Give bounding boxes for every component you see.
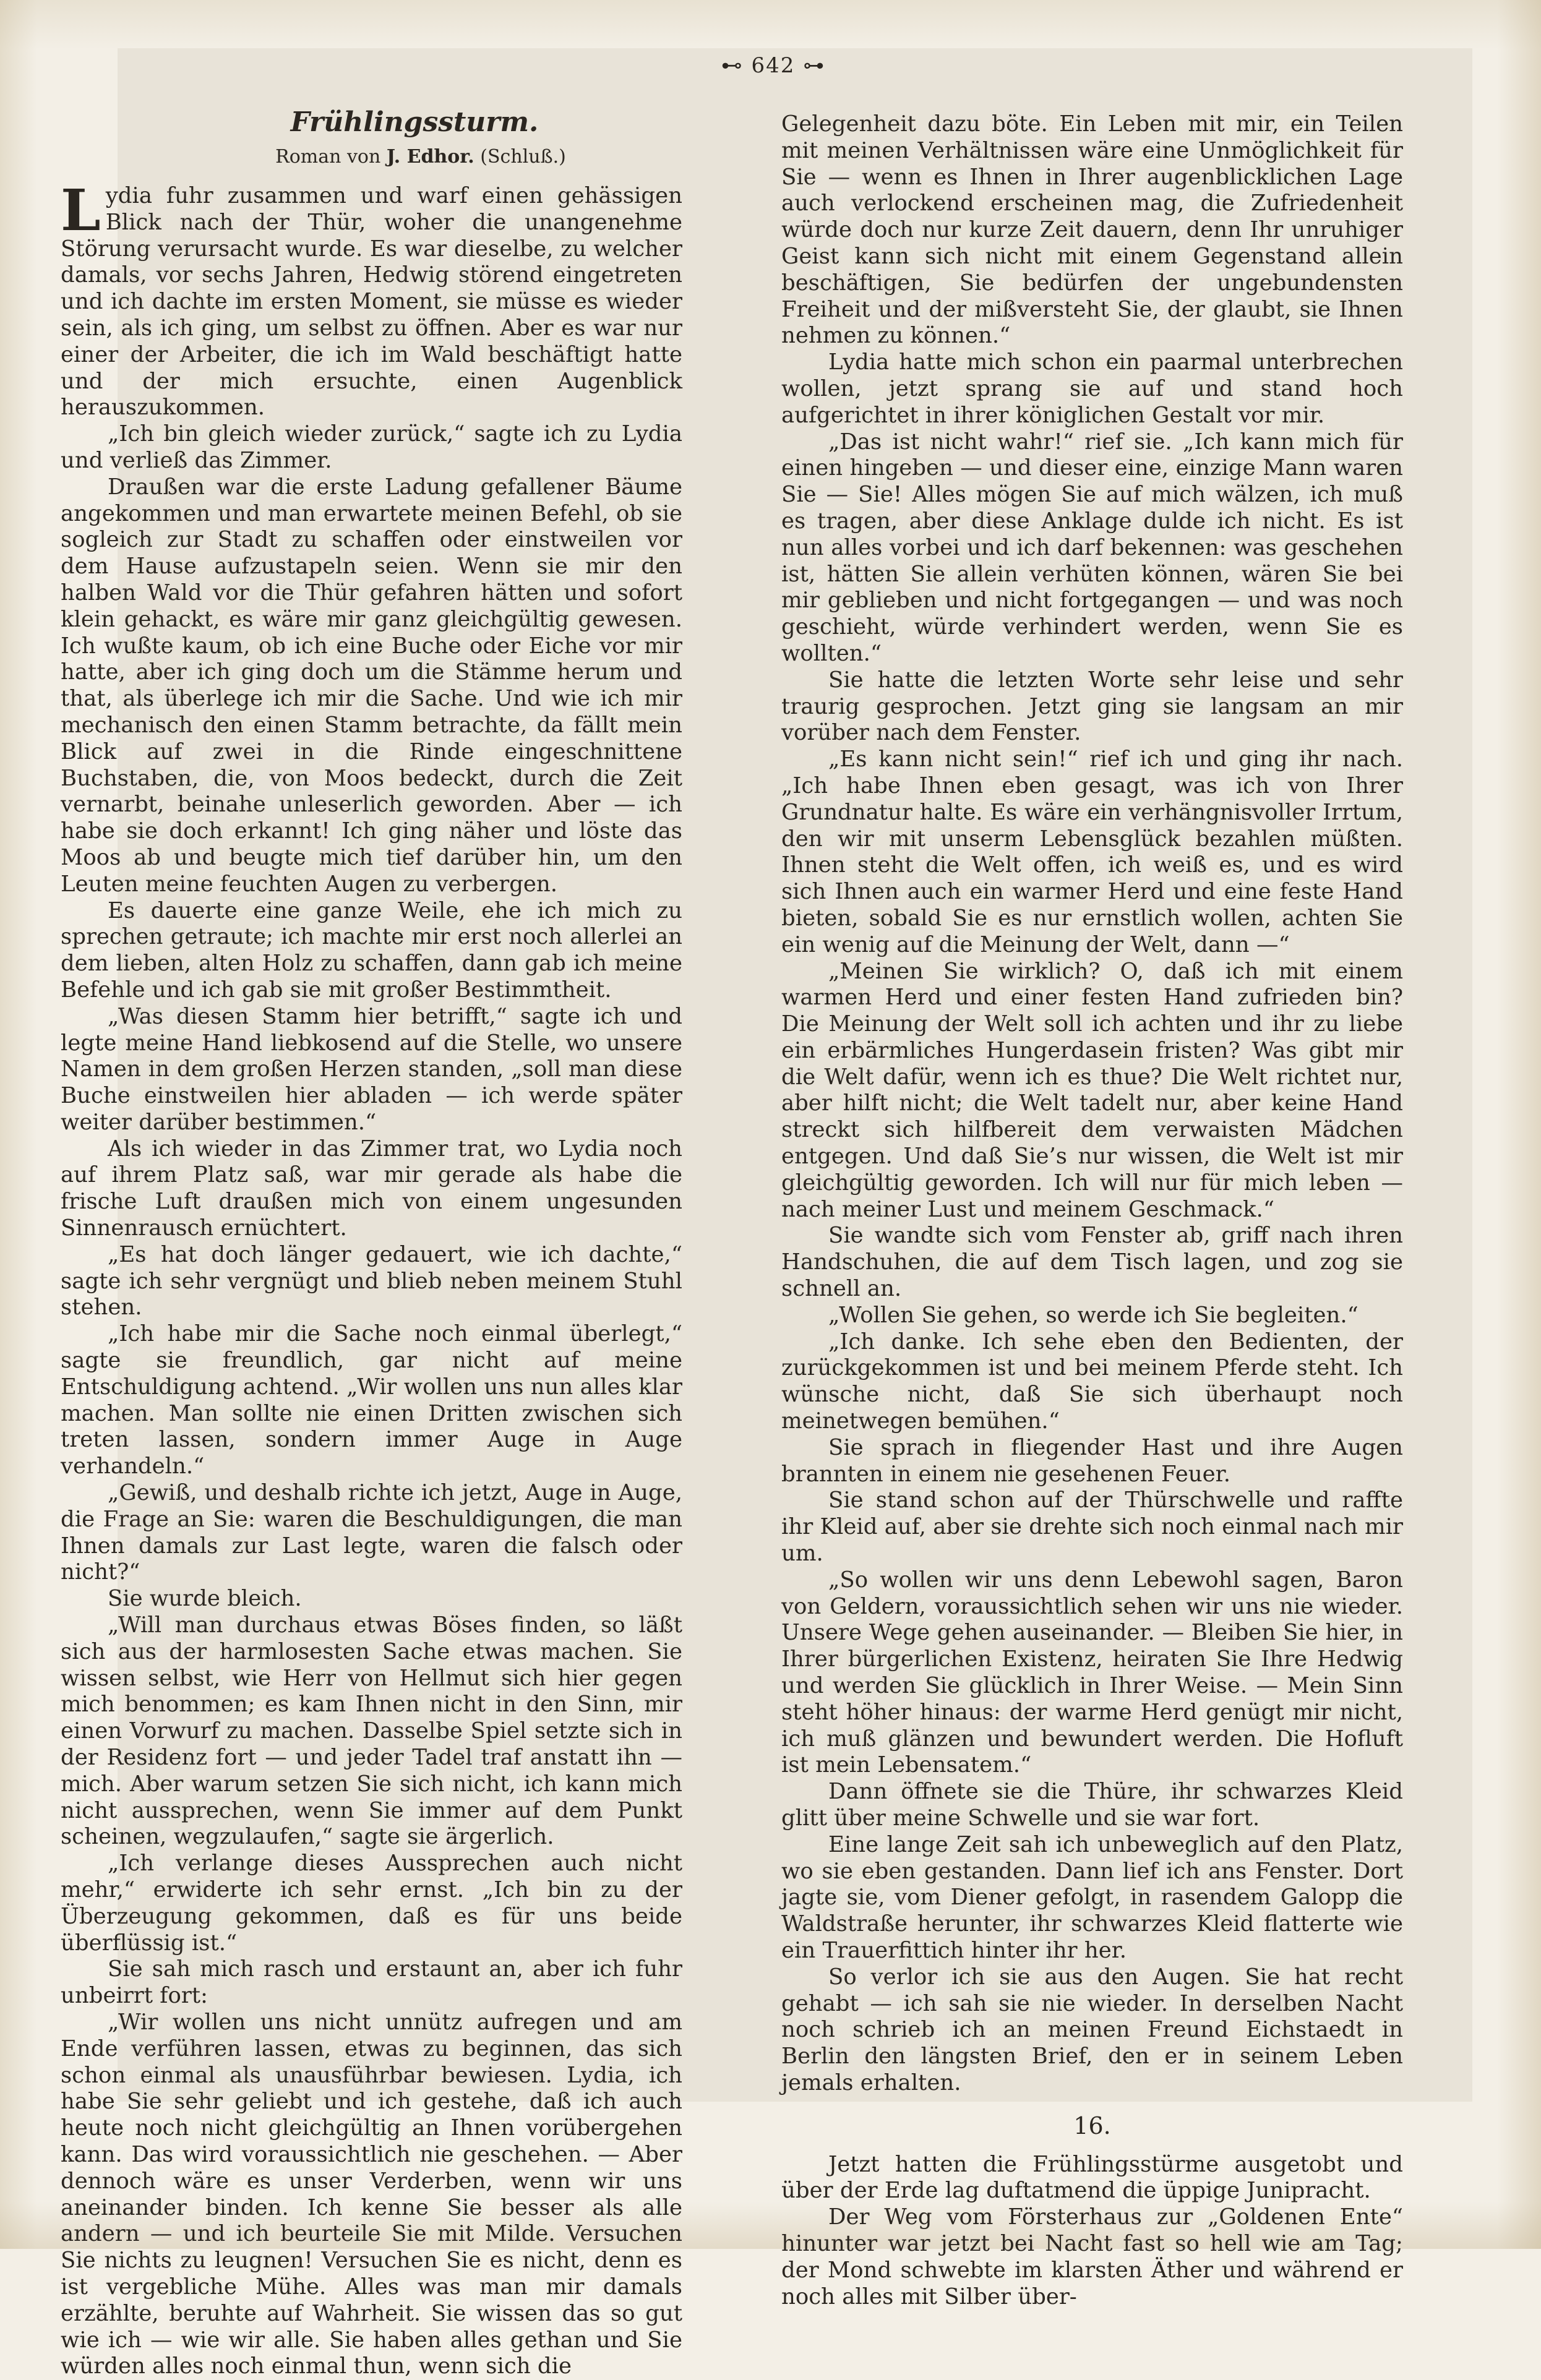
paragraph: „Es kann nicht sein!“ rief ich und ging ihr nach. „Ich habe Ihnen eben gesagt, was ich von Ihrer Grundnatur halte. Es wäre ein verhängnisvoller Irrtum, den wir mit unserm Lebensglück bezahlen müßten. Ihnen steht die Welt offen, ich weiß es, und es wird sich Ihnen auch ein warmer Herd und eine feste Hand bieten, sobald Sie es nur ernstlich wollen, achten Sie ein wenig auf die Meinung der Welt, dann —“ bbox=[781, 747, 1403, 957]
paragraph: Lydia hatte mich schon ein paarmal unterbrechen wollen, jetzt sprang sie auf und stand hoch aufgerichtet in ihrer königlichen Gestalt vor mir. bbox=[781, 349, 1403, 428]
byline bbox=[260, 146, 582, 168]
paragraph: Sie sprach in fliegender Hast und ihre Augen brannten in einem nie gesehenen Feuer. bbox=[781, 1434, 1403, 1487]
paragraph: „Das ist nicht wahr!“ rief sie. „Ich kann mich für einen hingeben — und dieser eine, einzige Mann waren Sie — Sie! Alles mögen Sie auf mich wälzen, ich muß es tragen, aber diese Anklage dulde ich nicht. Es ist nun alles vorbei und ich darf bekennen: was geschehen ist, hätten Sie allein verhüten können, wären Sie bei mir geblieben und nicht fortgegangen — und was noch geschieht, würde verhindert werden, wenn Sie es wollten.“ bbox=[781, 429, 1403, 666]
right-column bbox=[781, 111, 1403, 2310]
paragraph: „Meinen Sie wirklich? O, daß ich mit einem warmen Herd und einer festen Hand zufrieden bin? Die Meinung der Welt soll ich achten und ihr zu liebe ein erbärmliches Hungerdasein fristen? Was gibt mir die Welt dafür, wenn ich es thue? Die Welt richtet nur, aber hilft nicht; die Welt tadelt nur, aber keine Hand streckt sich hilfbereit dem verwaisten Mädchen entgegen. Und daß Sie’s nur wissen, die Welt ist mir gleichgültig geworden. Ich will nur für mich leben — nach meiner Lust und meinem Geschmack.“ bbox=[781, 958, 1403, 1222]
paragraph: „So wollen wir uns denn Lebewohl sagen, Baron von Geldern, voraussichtlich sehen wir uns nie wieder. Unsere Wege gehen auseinander. — Bleiben Sie hier, in Ihrer bürgerlichen Existenz, heiraten Sie Ihre Hedwig und werden Sie glücklich in Ihrer Weise. — Mein Sinn steht höher hinaus: der warme Herd genügt mir nicht, ich muß glänzen und bewundert werden. Die Hofluft ist mein Lebensatem.“ bbox=[781, 1567, 1403, 1778]
paragraph: Als ich wieder in das Zimmer trat, wo Lydia noch auf ihrem Platz saß, war mir gerade als habe die frische Luft draußen mich von einem ungesunden Sinnenrausch ernüchtert. bbox=[61, 1136, 682, 1241]
paragraph: Sie wandte sich vom Fenster ab, griff nach ihren Handschuhen, die auf dem Tisch lagen, und zog sie schnell an. bbox=[781, 1223, 1403, 1302]
paragraph: „Wir wollen uns nicht unnütz aufregen und am Ende verführen lassen, etwas zu beginnen, das sich schon einmal als unausführbar bewiesen. Lydia, ich habe Sie sehr geliebt und ich gestehe, daß ich auch heute noch nicht gleichgültig an Ihnen vorübergehen kann. Das wird voraussichtlich nie geschehen. — Aber dennoch wäre es unser Verderben, wenn wir uns aneinander binden. Ich kenne Sie besser als alle andern — und ich beurteile Sie mit Milde. Versuchen Sie nichts zu leugnen! Versuchen Sie es nicht, denn es ist vergebliche Mühe. Alles was man mir damals erzählte, beruhte auf Wahrheit. Sie wissen das so gut wie ich — wie wir alle. Sie haben alles gethan und Sie würden alles noch einmal thun, wenn sich die bbox=[61, 2009, 682, 2379]
paragraph: So verlor ich sie aus den Augen. Sie hat recht gehabt — ich sah sie nie wieder. In derselben Nacht noch schrieb ich an meinen Freund Eichstaedt in Berlin den längsten Brief, den er in seinem Leben jemals erhalten. bbox=[781, 1964, 1403, 2095]
paragraph: Draußen war die erste Ladung gefallener Bäume angekommen und man erwartete meinen Befehl, ob sie sogleich zur Stadt zu schaffen oder einstweilen vor dem Hause aufzustapeln seien. Wenn sie mir den halben Wald vor die Thür gefahren hätten und sofort klein gehackt, es wäre mir ganz gleichgültig gewesen. Ich wußte kaum, ob ich eine Buche oder Eiche vor mir hatte, aber ich ging doch um die Stämme herum und that, als überlege ich mir die Sache. Und wie ich mir mechanisch den einen Stamm betrachte, da fällt mein Blick auf zwei in die Rinde eingeschnittene Buchstaben, die, von Moos bedeckt, durch die Zeit vernarbt, beinahe unleserlich geworden. Aber — ich habe sie doch erkannt! Ich ging näher und löste das Moos ab und beugte mich tief darüber hin, um den Leuten meine feuchten Augen zu verbergen. bbox=[61, 474, 682, 897]
ornament-left: ⊷ bbox=[721, 53, 744, 78]
paragraph: „Gewiß, und deshalb richte ich jetzt, Auge in Auge, die Frage an Sie: waren die Beschuldigungen, die man Ihnen damals zur Last legte, waren die falsch oder nicht?“ bbox=[61, 1480, 682, 1585]
paragraph: Sie hatte die letzten Worte sehr leise und sehr traurig gesprochen. Jetzt ging sie langsam an mir vorüber nach dem Fenster. bbox=[781, 667, 1403, 746]
page-number-value: 642 bbox=[751, 53, 796, 78]
paragraph: „Es hat doch länger gedauert, wie ich dachte,“ sagte ich sehr vergnügt und blieb neben meinem Stuhl stehen. bbox=[61, 1241, 682, 1321]
paragraph: „Ich habe mir die Sache noch einmal überlegt,“ sagte sie freundlich, gar nicht auf meine Entschuldigung achtend. „Wir wollen uns nun alles klar machen. Man sollte nie einen Dritten zwischen sich treten lassen, sondern immer Auge in Auge verhandeln.“ bbox=[61, 1321, 682, 1479]
paragraph: „Will man durchaus etwas Böses finden, so läßt sich aus der harmlosesten Sache etwas machen. Sie wissen selbst, wie Herr von Hellmut sich hier gegen mich benommen; es kam Ihnen nicht in den Sinn, mir einen Vorwurf zu machen. Dasselbe Spiel setzte sich in der Residenz fort — und jeder Tadel traf anstatt ihn — mich. Aber warum setzen Sie sich nicht, ich kann mich nicht aussprechen, wenn Sie immer auf dem Punkt scheinen, wegzulaufen,“ sagte sie ärgerlich. bbox=[61, 1612, 682, 1850]
paragraph: Der Weg vom Försterhaus zur „Goldenen Ente“ hinunter war jetzt bei Nacht fast so hell wie am Tag; der Mond schwebte im klarsten Äther und während er noch alles mit Silber über- bbox=[781, 2204, 1403, 2309]
paragraph: „Was diesen Stamm hier betrifft,“ sagte ich und legte meine Hand liebkosend auf die Stelle, wo unsere Namen in dem großen Herzen standen, „soll man diese Buche einstweilen hier abladen — ich werde später weiter darüber bestimmen.“ bbox=[61, 1003, 682, 1135]
paragraph: „Ich verlange dieses Aussprechen auch nicht mehr,“ erwiderte ich sehr ernst. „Ich bin zu der Überzeugung gekommen, daß es für uns beide überflüssig ist.“ bbox=[61, 1851, 682, 1956]
chapter-number: 16. bbox=[1073, 2112, 1111, 2139]
paragraph: Sie wurde bleich. bbox=[108, 1586, 302, 1612]
paragraph: Dann öffnete sie die Thüre, ihr schwarzes Kleid glitt über meine Schwelle und sie war fort. bbox=[781, 1779, 1403, 1831]
byline-author: J. Edhor. bbox=[386, 146, 474, 168]
paragraph: Sie sah mich rasch und erstaunt an, aber ich fuhr unbeirrt fort: bbox=[61, 1956, 682, 2009]
byline-suffix: (Schluß.) bbox=[480, 146, 566, 168]
paragraph: „Wollen Sie gehen, so werde ich Sie begleiten.“ bbox=[828, 1302, 1359, 1328]
left-column bbox=[61, 177, 682, 2380]
paragraph: „Ich bin gleich wieder zurück,“ sagte ich zu Lydia und verließ das Zimmer. bbox=[61, 421, 682, 473]
paragraph: Sie stand schon auf der Thürschwelle und raffte ihr Kleid auf, aber sie drehte sich noch einmal nach mir um. bbox=[781, 1487, 1403, 1567]
byline-prefix: Roman von bbox=[275, 146, 381, 168]
paragraph: Eine lange Zeit sah ich unbeweglich auf den Platz, wo sie eben gestanden. Dann lief ich ans Fenster. Dort jagte sie, vom Diener gefolgt, in rasendem Galopp die Waldstraße herunter, ihr schwarzes Kleid flatterte wie ein Trauerfittich hinter ihr her. bbox=[781, 1831, 1403, 1963]
paragraph: Es dauerte eine ganze Weile, ehe ich mich zu sprechen getraute; ich machte mir erst noch allerlei an dem lieben, alten Holz zu schaffen, dann gab ich meine Befehle und ich gab sie mit großer Bestimmtheit. bbox=[61, 897, 682, 1003]
ornament-right: ⊶ bbox=[803, 53, 826, 78]
paragraph: Jetzt hatten die Frühlingsstürme ausgetobt und über der Erde lag duftatmend die üppige Junipracht. bbox=[781, 2151, 1403, 2204]
drop-cap: L bbox=[61, 177, 101, 244]
article-title: Frühlingssturm. bbox=[290, 106, 539, 138]
paragraph: Gelegenheit dazu böte. Ein Leben mit mir, ein Teilen mit meinen Verhältnissen wäre eine Unmöglichkeit für Sie — wenn es Ihnen in Ihrer augenblicklichen Lage auch verlockend erscheinen mag, die Zufriedenheit würde doch nur kurze Zeit dauern, denn Ihr unruhiger Geist kann sich nicht mit einem Gegenstand allein beschäftigen, Sie bedürfen der ungebundensten Freiheit und der mißversteht Sie, der glaubt, sie Ihnen nehmen zu können.“ bbox=[781, 111, 1403, 349]
page-number bbox=[693, 53, 854, 78]
paragraph: „Ich danke. Ich sehe eben den Bedienten, der zurückgekommen ist und bei meinem Pferde steht. Ich wünsche nicht, daß Sie sich überhaupt noch meinetwegen bemühen.“ bbox=[781, 1329, 1403, 1434]
paragraph: Lydia fuhr zusammen und warf einen gehässigen Blick nach der Thür, woher die unangenehme Störung verursacht wurde. Es war dieselbe, zu welcher damals, vor sechs Jahren, Hedwig störend eingetreten und ich dachte im ersten Moment, sie müsse es wieder sein, als ich ging, um selbst zu öffnen. Aber es war nur einer der Arbeiter, die ich im Wald beschäftigt hatte und der mich ersuchte, einen Augenblick herauszukommen. bbox=[61, 177, 682, 421]
